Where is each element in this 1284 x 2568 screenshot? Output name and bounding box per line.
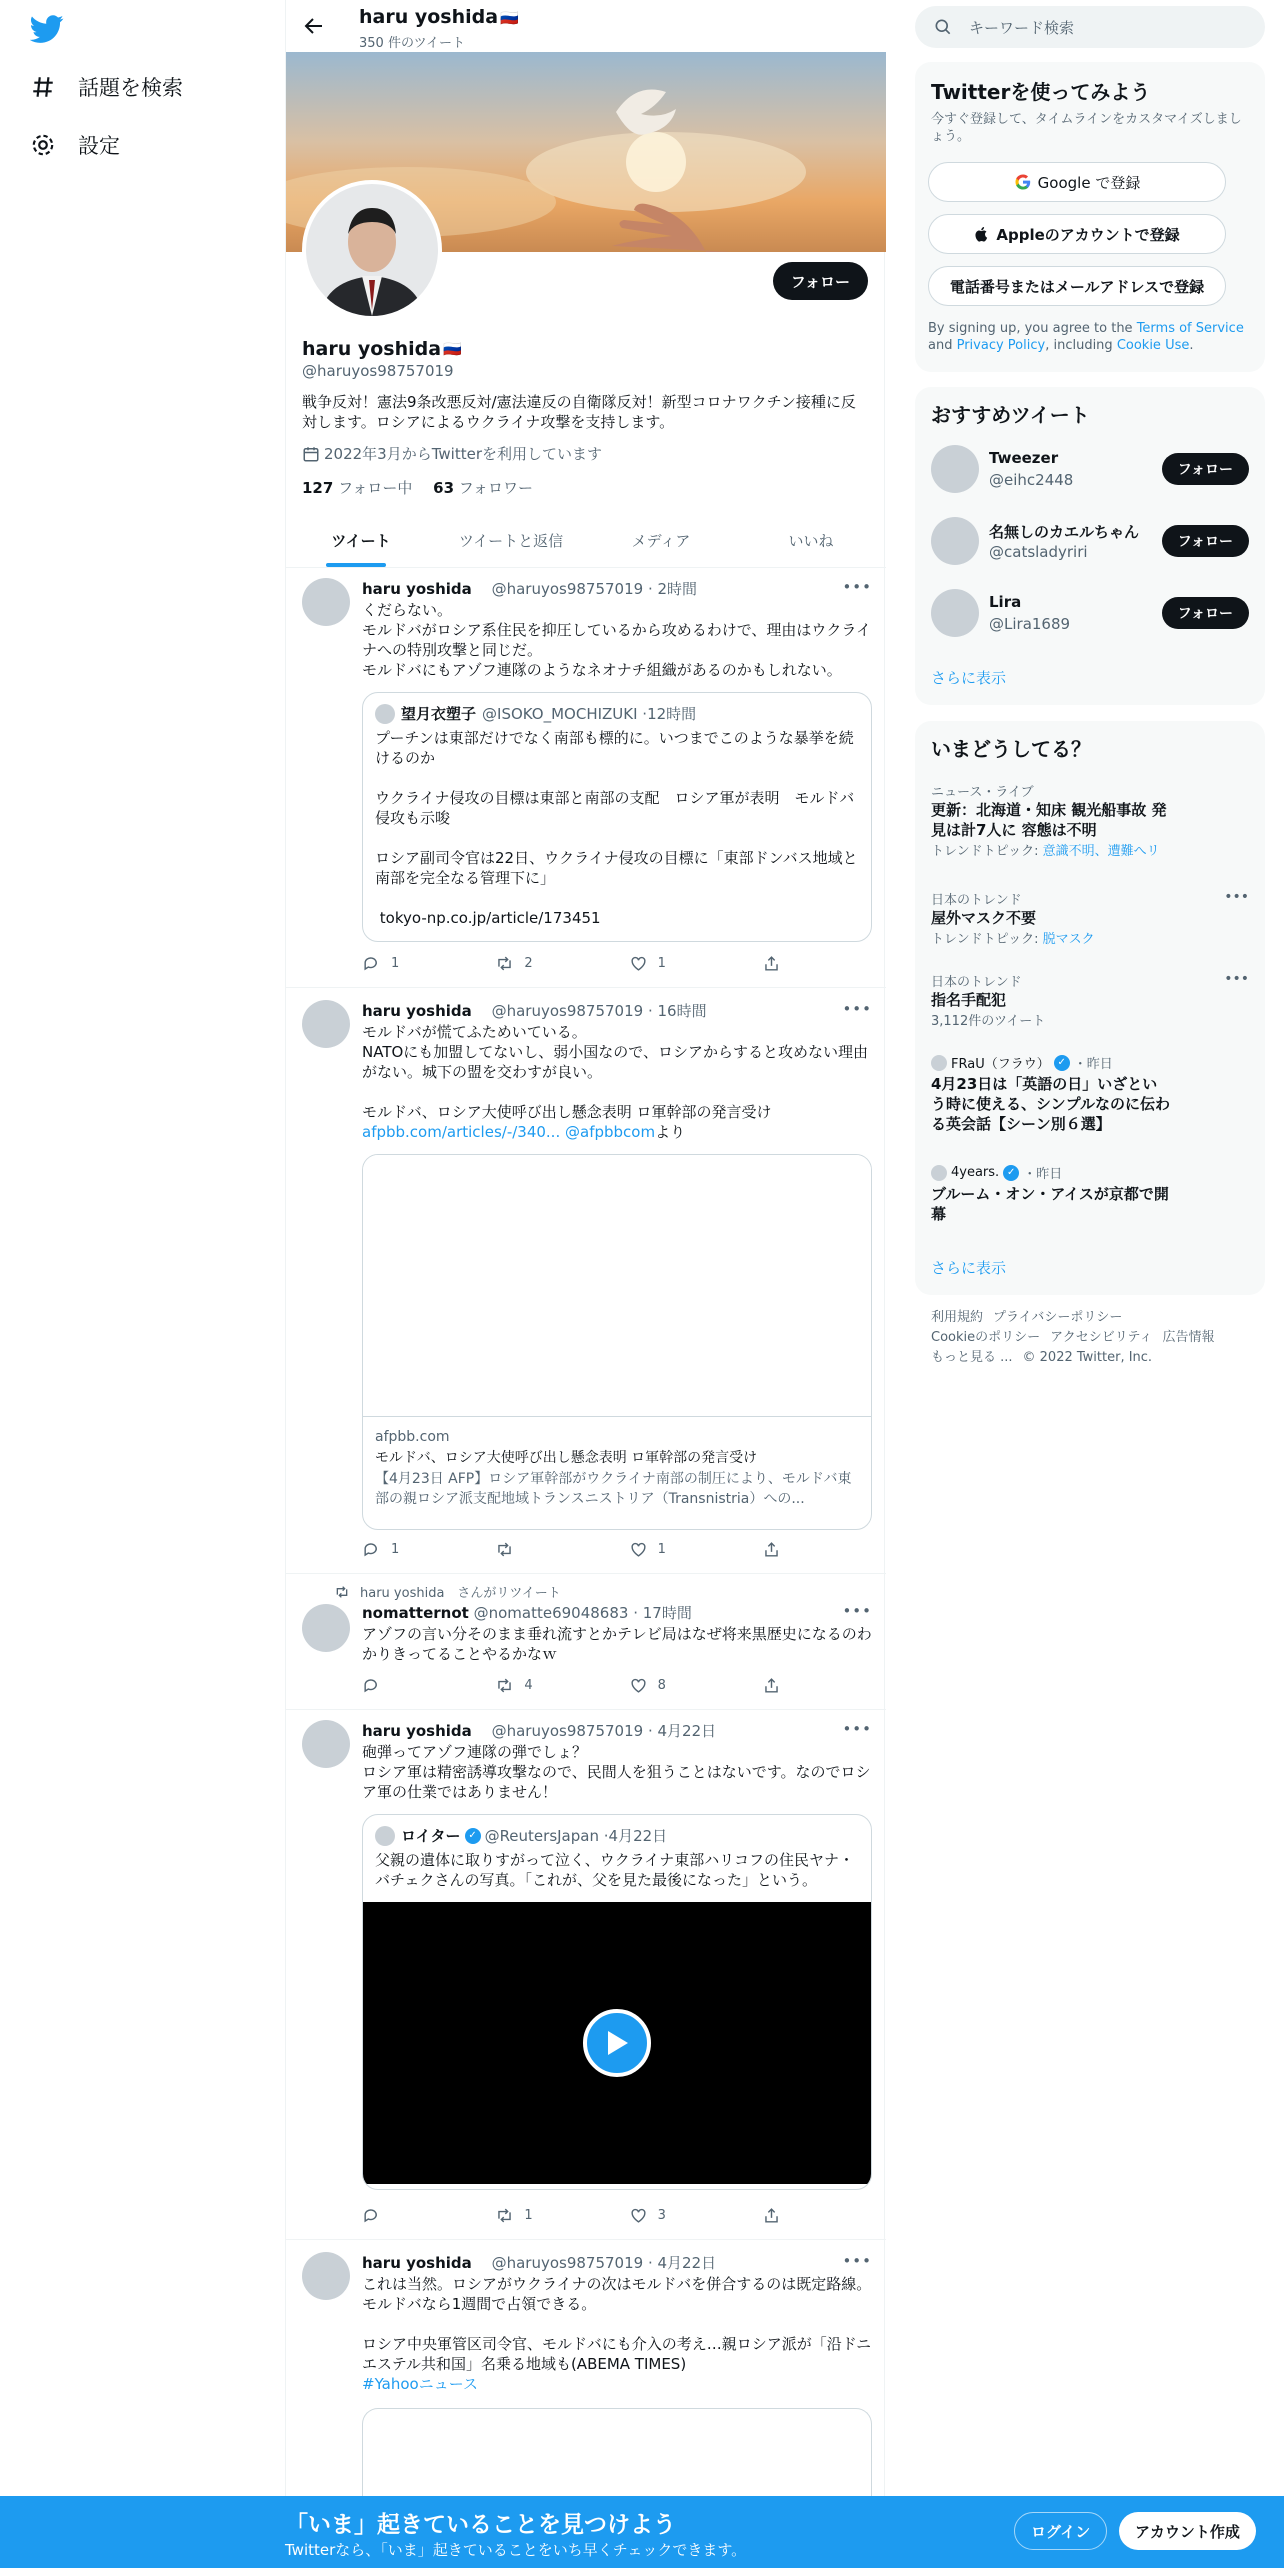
trend-category: 日本のトレンド	[931, 975, 1022, 990]
like-count: 3	[657, 2208, 666, 2223]
tweet-text: くだらない。 モルドバがロシア系住民を抑圧しているから攻めるわけで、理由はウクライナへの特別攻撃と同じだ。 モルドバにもアゾフ連隊のようなネオナチ組織があるのかもしれない。	[362, 601, 871, 679]
reply-count: 1	[391, 1542, 400, 1557]
news-story[interactable]	[931, 1053, 1249, 1134]
trend-sub-link[interactable]: 意識不明、遭難へリ	[1042, 844, 1160, 859]
trend-item[interactable]	[931, 781, 1249, 859]
profile-name-text: haru yoshida	[302, 338, 442, 360]
footer-more[interactable]: もっと見る ...	[931, 1350, 1013, 1365]
profile-header-bar	[286, 0, 886, 52]
tweet-hashtag[interactable]: #Yahooニュース	[362, 2375, 478, 2393]
tweet-header: haru yoshida @haruyos98757019 · 4月22日 •••	[362, 2252, 872, 2272]
google-signup-label: Google で登録	[1037, 173, 1141, 192]
more-icon[interactable]: •••	[1224, 971, 1249, 987]
link-card-domain: afpbb.com	[375, 1429, 450, 1445]
profile-tabs	[286, 514, 886, 568]
retweet-button[interactable]	[495, 2206, 575, 2225]
tweet-text: これは当然。ロシアがウクライナの次はモルドバを併合するのは既定路線。モルドバなら1週間で占領できる。 ロシア中央軍管区司令官、モルドバにも介入の考え…親ロシア派が「沿ドニエステル共和国」名乗る地域も(ABEMA TIMES)	[362, 2275, 872, 2373]
search-icon	[933, 17, 953, 37]
flag-emoji: 🇷🇺	[500, 9, 519, 27]
back-arrow-icon[interactable]	[302, 14, 326, 38]
header-name	[359, 6, 519, 28]
retweet-by-text[interactable]: haru yoshida さんがリツイート	[360, 1586, 561, 1601]
tweet-author[interactable]: nomatternot	[362, 1604, 469, 1622]
tweet-actions	[362, 1540, 792, 1559]
following-link[interactable]	[302, 479, 412, 497]
trend-category: 日本のトレンド	[931, 893, 1022, 908]
recommend-title: おすすめツイート	[931, 403, 1090, 427]
reply-icon	[362, 1676, 381, 1695]
privacy-link[interactable]: Privacy Policy	[956, 338, 1046, 353]
nav-explore-label: 話題を検索	[78, 76, 183, 100]
search-placeholder: キーワード検索	[969, 18, 1075, 37]
retweet-count: 4	[524, 1678, 533, 1693]
footer-links	[931, 1308, 1251, 1368]
quote-handle: @ISOKO_MOCHIZUKI	[482, 704, 638, 723]
trends-show-more[interactable]: さらに表示	[931, 1259, 1007, 1277]
more-icon[interactable]: •••	[842, 578, 872, 596]
tweet-author[interactable]: haru yoshida	[362, 1002, 472, 1020]
share-icon	[762, 2206, 781, 2225]
footer-terms[interactable]: 利用規約	[931, 1310, 984, 1325]
quote-tweet[interactable]	[362, 1814, 872, 2190]
tweet-handle: @haruyos98757019	[491, 1722, 644, 1740]
trend-sub: 3,112件のツイート	[931, 1014, 1046, 1029]
like-button[interactable]	[629, 2206, 709, 2225]
signup-title: Twitterを使ってみよう	[931, 80, 1151, 104]
retweet-icon	[495, 1676, 514, 1695]
more-icon[interactable]: •••	[842, 2252, 872, 2270]
tab-likes[interactable]: いいね	[788, 532, 834, 550]
tweet-time[interactable]: 4月22日	[657, 1722, 717, 1740]
joined-text: 2022年3月からTwitterを利用しています	[324, 445, 602, 463]
cookie-link[interactable]: Cookie Use	[1116, 338, 1190, 353]
retweet-count: 1	[524, 2208, 533, 2223]
trend-title: 屋外マスク不要	[931, 909, 1037, 927]
quote-text: プーチンは東部だけでなく南部も標的に。いつまでこのような暴挙を続けるのか ウクライナ侵攻の目標は東部と南部の支配 ロシア軍が表明 モルドバ侵攻も示唆 ロシア副司令官は22日、ウクライナ侵攻の目標に「東部ドンバス地域と南部を完全なる管理下に」 tokyo-np.co.jp/article/173451	[375, 729, 858, 927]
recommend-handle: @eihc2448	[989, 471, 1074, 489]
retweet-button[interactable]	[495, 954, 575, 973]
terms-prefix: By signing up, you agree to the	[928, 321, 1137, 336]
recommend-avatar	[931, 589, 979, 637]
recommend-handle: @Lira1689	[989, 615, 1071, 633]
login-button[interactable]: ログイン	[1014, 2512, 1107, 2550]
tweet-avatar[interactable]	[302, 1000, 350, 1048]
left-nav	[0, 0, 285, 2568]
share-button[interactable]	[762, 2206, 792, 2225]
tweet-actions	[362, 2206, 792, 2225]
recommend-user[interactable]	[931, 517, 1249, 567]
quote-header: ロイター ✓ @ReutersJapan · 4月22日	[363, 1815, 871, 1846]
header-name-text: haru yoshida	[359, 6, 499, 28]
reply-icon	[362, 1540, 381, 1559]
retweet-note	[334, 1582, 561, 1601]
following-count: 127	[302, 479, 334, 497]
terms-including: , including	[1045, 338, 1117, 353]
tweet-avatar[interactable]	[302, 2252, 350, 2300]
trends-card	[915, 721, 1265, 1295]
tweet-text: モルドバが慌てふためいている。 NATOにも加盟してないし、弱小国なので、ロシアからすると攻めない理由がない。城下の盟を交わすが良い。 モルドバ、ロシア大使呼び出し懸念表明 ロ軍幹部の発言受け	[362, 1023, 868, 1121]
trends-title: いまどうしてる？	[931, 737, 1091, 761]
recommend-show-more[interactable]: さらに表示	[931, 669, 1007, 687]
link-card-title: モルドバ、ロシア大使呼び出し懸念表明 ロ軍幹部の発言受け	[375, 1450, 758, 1466]
tweet-avatar[interactable]	[302, 1604, 350, 1652]
trend-item[interactable]	[931, 889, 1249, 947]
right-sidebar	[915, 0, 1265, 2568]
like-button[interactable]	[629, 954, 709, 973]
more-icon[interactable]: •••	[842, 1720, 872, 1738]
trend-sub-prefix: トレンドトピック:	[931, 932, 1043, 947]
play-triangle	[604, 2029, 630, 2057]
video-player[interactable]	[363, 1902, 871, 2184]
trend-sub-prefix: トレンドトピック:	[931, 844, 1043, 859]
tweet-author[interactable]: haru yoshida	[362, 580, 472, 598]
twitter-logo-icon[interactable]	[30, 12, 64, 46]
quote-avatar	[375, 1826, 395, 1846]
recommend-avatar	[931, 445, 979, 493]
tweet-header: haru yoshida @haruyos98757019 · 16時間 •••	[362, 1000, 872, 1020]
like-count: 8	[657, 1678, 666, 1693]
tweet-body	[362, 1720, 872, 2190]
story-source-avatar	[931, 1165, 947, 1181]
like-button[interactable]	[629, 1540, 709, 1559]
profile-bio: 戦争反対！憲法9条改悪反対/憲法違反の自衛隊反対！新型コロナワクチン接種に反対します。ロシアによるウクライナ攻撃を支持します。	[302, 393, 856, 431]
story-title: ブルーム・オン・アイスが京都で開幕	[931, 1185, 1169, 1223]
tweet-handle: @haruyos98757019	[491, 1002, 644, 1020]
story-source	[931, 1163, 1249, 1182]
more-icon[interactable]: •••	[842, 1000, 872, 1018]
footer-copyright: © 2022 Twitter, Inc.	[1022, 1350, 1153, 1365]
trend-item[interactable]	[931, 971, 1249, 1029]
recommend-user[interactable]	[931, 445, 1249, 495]
signup-card	[915, 62, 1265, 372]
tweet[interactable]	[286, 988, 886, 1574]
tweet-text: アゾフの言い分そのまま垂れ流すとかテレビ局はなぜ将来黒歴史になるのわかりきってることやるかなｗ	[362, 1625, 872, 1663]
terms-end: .	[1189, 338, 1194, 353]
recommend-handle: @catsladyriri	[989, 543, 1088, 561]
apple-signup-label: Appleのアカウントで登録	[996, 225, 1180, 244]
quote-handle: @ReutersJapan	[484, 1826, 599, 1845]
tweet-handle: @haruyos98757019	[491, 2254, 644, 2272]
terms-link[interactable]: Terms of Service	[1136, 321, 1244, 336]
heart-icon	[629, 1676, 648, 1695]
retweet-icon	[495, 2206, 514, 2225]
phone-signup-button[interactable]: 電話番号またはメールアドレスで登録	[928, 266, 1226, 306]
news-story[interactable]	[931, 1163, 1249, 1224]
hashtag-icon	[30, 74, 56, 100]
apple-signup-button[interactable]	[928, 214, 1226, 254]
story-source-name: FRaU（フラウ）	[951, 1057, 1050, 1072]
apple-icon	[974, 225, 990, 243]
quote-time: 12時間	[647, 705, 697, 723]
calendar-icon	[302, 445, 320, 463]
followers-label: フォロワー	[458, 479, 534, 497]
tweet-count: 350 件のツイート	[359, 36, 466, 51]
profile-joined	[302, 443, 602, 464]
google-signup-button[interactable]	[928, 162, 1226, 202]
link-card[interactable]	[362, 1154, 872, 1530]
trend-title: 指名手配犯	[931, 991, 1007, 1009]
share-button[interactable]	[762, 954, 792, 973]
tweet-body	[362, 1000, 872, 1530]
profile-flag-emoji: 🇷🇺	[443, 340, 462, 358]
retweet-icon	[495, 954, 514, 973]
trend-category: ニュース・ライブ	[931, 785, 1034, 800]
tweet-text: 砲弾ってアゾフ連隊の弾でしょ？ ロシア軍は精密誘導攻撃なので、民間人を狙うことはないです。なのでロシア軍の仕業ではありません！	[362, 1743, 871, 1801]
play-icon[interactable]	[583, 2009, 651, 2077]
tweet[interactable]	[286, 1574, 886, 1710]
tweet-link-line	[362, 1122, 872, 1142]
story-source	[931, 1053, 1249, 1072]
main-column	[285, 0, 885, 2568]
tweet-header: nomatternot @nomatte69048683 · 17時間 •••	[362, 1602, 872, 1622]
share-icon	[762, 954, 781, 973]
reply-count: 1	[391, 956, 400, 971]
retweet-count: 2	[524, 956, 533, 971]
story-title: 4月23日は「英語の日」いざという時に使える、シンプルなのに伝わる英会話【シーン別６選】	[931, 1075, 1171, 1133]
reply-icon	[362, 954, 381, 973]
like-count: 1	[657, 1542, 666, 1557]
footer-privacy[interactable]: プライバシーポリシー	[993, 1310, 1123, 1325]
more-icon[interactable]: •••	[842, 1602, 872, 1620]
verified-icon: ✓	[1054, 1055, 1070, 1071]
tweet[interactable]	[286, 1710, 886, 2240]
recommend-user[interactable]	[931, 589, 1249, 639]
share-button[interactable]	[762, 1540, 792, 1559]
recommend-follow-button[interactable]: フォロー	[1162, 453, 1249, 485]
footer-accessibility[interactable]: アクセシビリティ	[1050, 1330, 1153, 1345]
tweet-handle: @haruyos98757019	[491, 580, 644, 598]
quote-author: 望月衣塑子	[401, 705, 477, 723]
gear-icon	[30, 132, 56, 158]
recommend-name: Lira	[989, 593, 1022, 611]
followers-count: 63	[433, 479, 455, 497]
recommend-follow-button[interactable]: フォロー	[1162, 525, 1249, 557]
avatar-photo	[306, 184, 438, 316]
quote-header: 望月衣塑子 @ISOKO_MOCHIZUKI · 12時間	[363, 693, 871, 724]
terms-and: and	[928, 338, 957, 353]
recommend-name: Tweezer	[989, 449, 1059, 467]
story-source-avatar	[931, 1055, 947, 1071]
bottom-bar-title: 「いま」起きていることを見つけよう	[285, 2512, 676, 2538]
retweet-button[interactable]	[495, 1540, 575, 1559]
story-source-name: 4years.	[951, 1165, 1000, 1180]
reply-button[interactable]	[362, 954, 442, 973]
tweet-header: haru yoshida @haruyos98757019 · 2時間 •••	[362, 578, 872, 598]
tweet-time[interactable]: 16時間	[657, 1002, 707, 1020]
tweet-time[interactable]: 4月22日	[657, 2254, 717, 2272]
like-count: 1	[657, 956, 666, 971]
tweet-time[interactable]: 17時間	[642, 1604, 692, 1622]
tweet-hashtag-line	[362, 2374, 872, 2394]
follow-button[interactable]: フォロー	[773, 262, 868, 300]
signup-terms	[928, 320, 1248, 354]
tweet-handle: @nomatte69048683	[473, 1604, 629, 1622]
profile-handle: @haruyos98757019	[302, 362, 454, 380]
reply-button[interactable]	[362, 1540, 442, 1559]
reply-button[interactable]	[362, 2206, 442, 2225]
recommend-name: 名無しのカエルちゃん	[989, 523, 1139, 541]
retweet-icon	[334, 1584, 350, 1600]
tweet-header: haru yoshida @haruyos98757019 · 4月22日 •••	[362, 1720, 872, 1740]
following-label: フォロー中	[338, 479, 413, 497]
heart-icon	[629, 1540, 648, 1559]
link-card-desc: 【4月23日 AFP】ロシア軍幹部がウクライナ南部の制圧により、モルドバ東部の親ロシア派支配地域トランスニストリア（Transnistria）への...	[375, 1471, 852, 1507]
like-button[interactable]	[629, 1676, 709, 1695]
link-card-image	[363, 1155, 871, 1417]
nav-settings-label: 設定	[78, 134, 120, 158]
trend-sub	[931, 840, 1249, 859]
retweet-button[interactable]	[495, 1676, 575, 1695]
nav-explore[interactable]	[30, 72, 183, 102]
tweet-actions	[362, 954, 792, 973]
verified-icon: ✓	[1003, 1165, 1019, 1181]
trend-sub	[931, 928, 1249, 947]
heart-icon	[629, 2206, 648, 2225]
share-icon	[762, 1676, 781, 1695]
verified-icon: ✓	[465, 1828, 481, 1844]
recommend-card	[915, 387, 1265, 705]
reply-icon	[362, 2206, 381, 2225]
story-time: ・昨日	[1023, 1167, 1063, 1182]
quote-tweet[interactable]	[362, 692, 872, 942]
tweet-via-suffix: より	[655, 1123, 686, 1141]
share-icon	[762, 1540, 781, 1559]
trend-title: 更新：北海道・知床 観光船事故 発見は計7人に 容態は不明	[931, 801, 1167, 839]
tweet-time[interactable]: 2時間	[657, 580, 698, 598]
profile-name	[302, 338, 462, 360]
recommend-avatar	[931, 517, 979, 565]
tweet-author[interactable]: haru yoshida	[362, 2254, 472, 2272]
tweet-avatar[interactable]	[302, 1720, 350, 1768]
tweet-author[interactable]: haru yoshida	[362, 1722, 472, 1740]
tweet-link[interactable]: afpbb.com/articles/-/340...	[362, 1123, 561, 1141]
recommend-follow-button[interactable]: フォロー	[1162, 597, 1249, 629]
tab-tweets[interactable]: ツイート	[286, 514, 436, 567]
reply-button[interactable]	[362, 1676, 442, 1695]
heart-icon	[629, 954, 648, 973]
search-box[interactable]	[915, 6, 1265, 48]
follow-stats	[302, 477, 533, 498]
followers-link[interactable]	[433, 479, 533, 497]
nav-settings[interactable]	[30, 130, 120, 160]
signup-subtitle: 今すぐ登録して、タイムラインをカスタマイズしましょう。	[931, 112, 1242, 144]
trend-sub-link[interactable]: 脱マスク	[1042, 932, 1095, 947]
bottom-bar-subtitle: Twitterなら、「いま」起きていることをいち早くチェックできます。	[285, 2541, 747, 2559]
more-icon[interactable]: •••	[1224, 889, 1249, 905]
tweet-mention[interactable]: @afpbbcom	[565, 1123, 656, 1141]
signup-button[interactable]: アカウント作成	[1119, 2512, 1256, 2550]
quote-time: 4月22日	[608, 1827, 668, 1845]
tweet-actions	[362, 1676, 792, 1695]
tweet-body	[362, 1602, 872, 1664]
google-icon	[1014, 173, 1032, 191]
tab-media[interactable]: メディア	[631, 532, 691, 550]
quote-avatar	[375, 704, 395, 724]
share-button[interactable]	[762, 1676, 792, 1695]
tweet-body	[362, 578, 872, 942]
tab-tweets-replies[interactable]: ツイートと返信	[458, 532, 564, 550]
bottom-signup-bar	[0, 2496, 1284, 2568]
retweet-icon	[495, 1540, 514, 1559]
tweet-avatar[interactable]	[302, 578, 350, 626]
profile-avatar[interactable]	[302, 180, 442, 320]
quote-author: ロイター	[401, 1827, 461, 1845]
story-time: ・昨日	[1073, 1057, 1113, 1072]
tweet[interactable]	[286, 568, 886, 988]
footer-cookie[interactable]: Cookieのポリシー	[931, 1330, 1041, 1345]
quote-text: 父親の遺体に取りすがって泣く、ウクライナ東部ハリコフの住民ヤナ・バチェクさんの写真。「これが、父を見た最後になった」という。	[375, 1851, 854, 1889]
footer-ads[interactable]: 広告情報	[1162, 1330, 1215, 1345]
